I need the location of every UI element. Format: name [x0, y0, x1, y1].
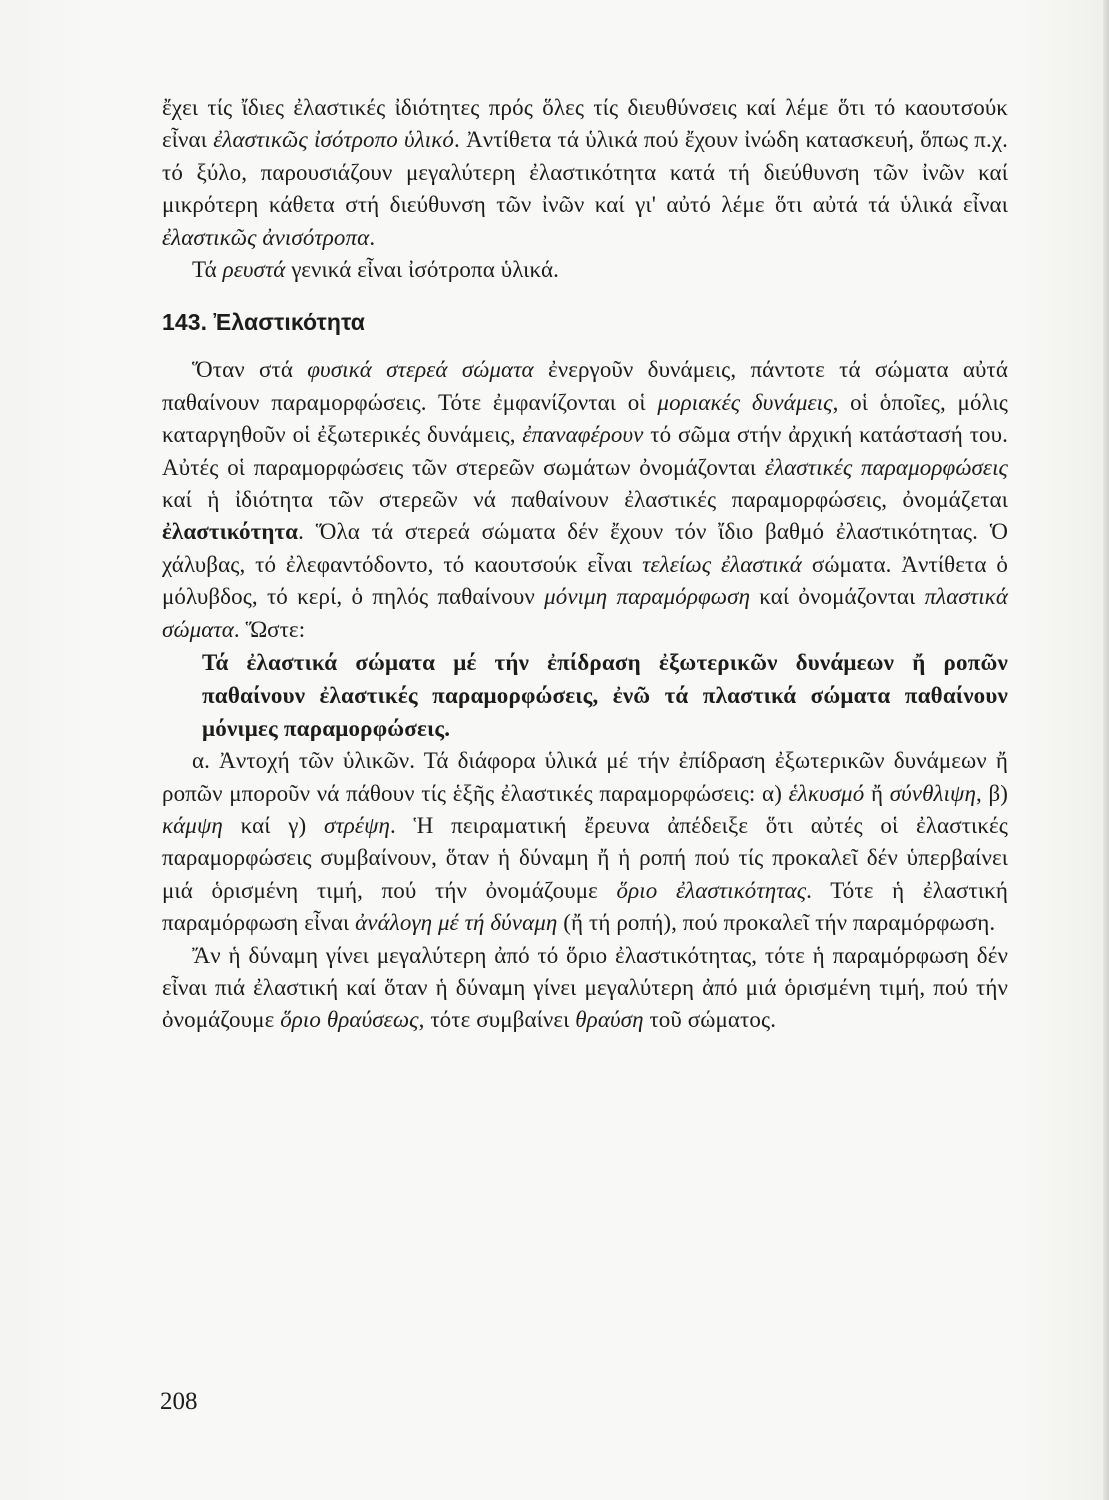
term-elasticity: ἐλαστικότητα: [162, 519, 299, 545]
term-fluids: ρευστά: [222, 257, 286, 283]
summary-statement: Τά ἐλαστικά σώματα μέ τήν ἐπίδραση ἐξωτερικῶν δυνάμεων ἤ ροπῶν παθαίνουν ἐλαστικές παραμορφώσεις, ἐνῶ τά πλαστικά σώματα παθαίνουν μόνιμες παραμορφώσεις.: [202, 650, 1008, 742]
paragraph-material-strength: α. Ἀντοχή τῶν ὑλικῶν. Τά διάφορα ὑλικά μέ τήν ἐπίδραση ἐξωτερικῶν δυνάμεων ἤ ροπῶν μποροῦν νά πάθουν τίς ἑξῆς ἐλαστικές παραμορφώσεις: α) ἑλκυσμό ἤ σύνθλιψη, β) κάμψη καί γ) στρέψη. Ἡ πειραματική ἔρευνα ἀπέδειξε ὅτι αὐτές οἱ ἐλαστικές παραμορφώσεις συμβαίνουν, ὅταν ἡ δύναμη ἤ ἡ ροπή πού τίς προκαλεῖ δέν ὑπερβαίνει μιά ὁρισμένη τιμή, πού τήν ὀνομάζουμε ὅριο ἐλαστικότητας. Τότε ἡ ἐλαστική παραμόρφωση εἶναι ἀνάλογη μέ τή δύναμη (ἤ τή ροπή), πού προκαλεῖ τήν παραμόρφωση.: [162, 748, 1009, 936]
paragraph-fluids: Τά ρευστά γενικά εἶναι ἰσότροπα ὑλικά.: [192, 257, 559, 283]
page-edge-shadow: [1103, 0, 1109, 1500]
term-elastic-anisotropic: ἐλαστικῶς ἀνισότροπα: [162, 224, 370, 250]
paragraph-elasticity: Ὅταν στά φυσικά στερεά σώματα ἐνεργοῦν δυνάμεις, πάντοτε τά σώματα αὐτά παθαίνουν παραμορφώσεις. Τότε ἐμφανίζονται οἱ μοριακές δυνάμεις, οἱ ὁποῖες, μόλις καταργηθοῦν οἱ ἐξωτερικές δυνάμεις, ἐπαναφέρουν τό σῶμα στήν ἀρχική κατάστασή του. Αὐτές οἱ παραμορφώσεις τῶν στερεῶν σωμάτων ὀνομάζονται ἐλαστικές παραμορφώσεις καί ἡ ἰδιότητα τῶν στερεῶν νά παθαίνουν ἐλαστικές παραμορφώσεις, ὀνομάζεται ἐλαστικότητα. Ὅλα τά στερεά σώματα δέν ἔχουν τόν ἴδιο βαθμό ἐλαστικότητας. Ὁ χάλυβας, τό ἐλεφαντόδοντο, τό καουτσούκ εἶναι τελείως ἐλαστικά σώματα. Ἀντίθετα ὁ μόλυβδος, τό κερί, ὁ πηλός παθαίνουν μόνιμη παραμόρφωση καί ὀνομάζονται πλαστικά σώματα. Ὥστε:: [162, 357, 1009, 642]
paragraph-isotropy: ἔχει τίς ἴδιες ἐλαστικές ἰδιότητες πρός ὅλες τίς διευθύνσεις καί λέμε ὅτι τό καουτσούκ εἶναι ἐλαστικῶς ἰσότροπο ὑλικό. Ἀντίθετα τά ὑλικά πού ἔχουν ἰνώδη κατασκευή, ὅπως π.χ. τό ξύλο, παρουσιάζουν μεγαλύτερη ἐλαστικότητα κατά τή διεύθυνση τῶν ἰνῶν καί μικρότερη κάθετα στή διεύθυνση τῶν ἰνῶν καί γι' αὐτό λέμε ὅτι αὐτά τά ὑλικά εἶναι ἐλαστικῶς ἀνισότροπα.: [162, 95, 1008, 250]
section-heading: 143. Ἐλαστικότητα: [162, 309, 366, 336]
term-fracture-limit: ὅριο θραύσεως: [280, 1007, 419, 1033]
term-elastic-limit: ὅριο ἐλαστικότητας: [616, 877, 807, 903]
paragraph-fracture: Ἄν ἡ δύναμη γίνει μεγαλύτερη ἀπό τό ὅριο ἐλαστικότητας, τότε ἡ παραμόρφωση δέν εἶναι πιά ἐλαστική καί ὅταν ἡ δύναμη γίνει μεγαλύτερη ἀπό μιά ὁρισμένη τιμή, πού τήν ὀνομάζουμε ὅριο θραύσεως, τότε συμβαίνει θραύση τοῦ σώματος.: [162, 942, 1008, 1033]
term-elastic-isotropic: ἐλαστικῶς ἰσότροπο ὑλικό: [213, 127, 455, 153]
page-number: 208: [160, 1388, 198, 1415]
page-body: [162, 92, 1008, 1037]
